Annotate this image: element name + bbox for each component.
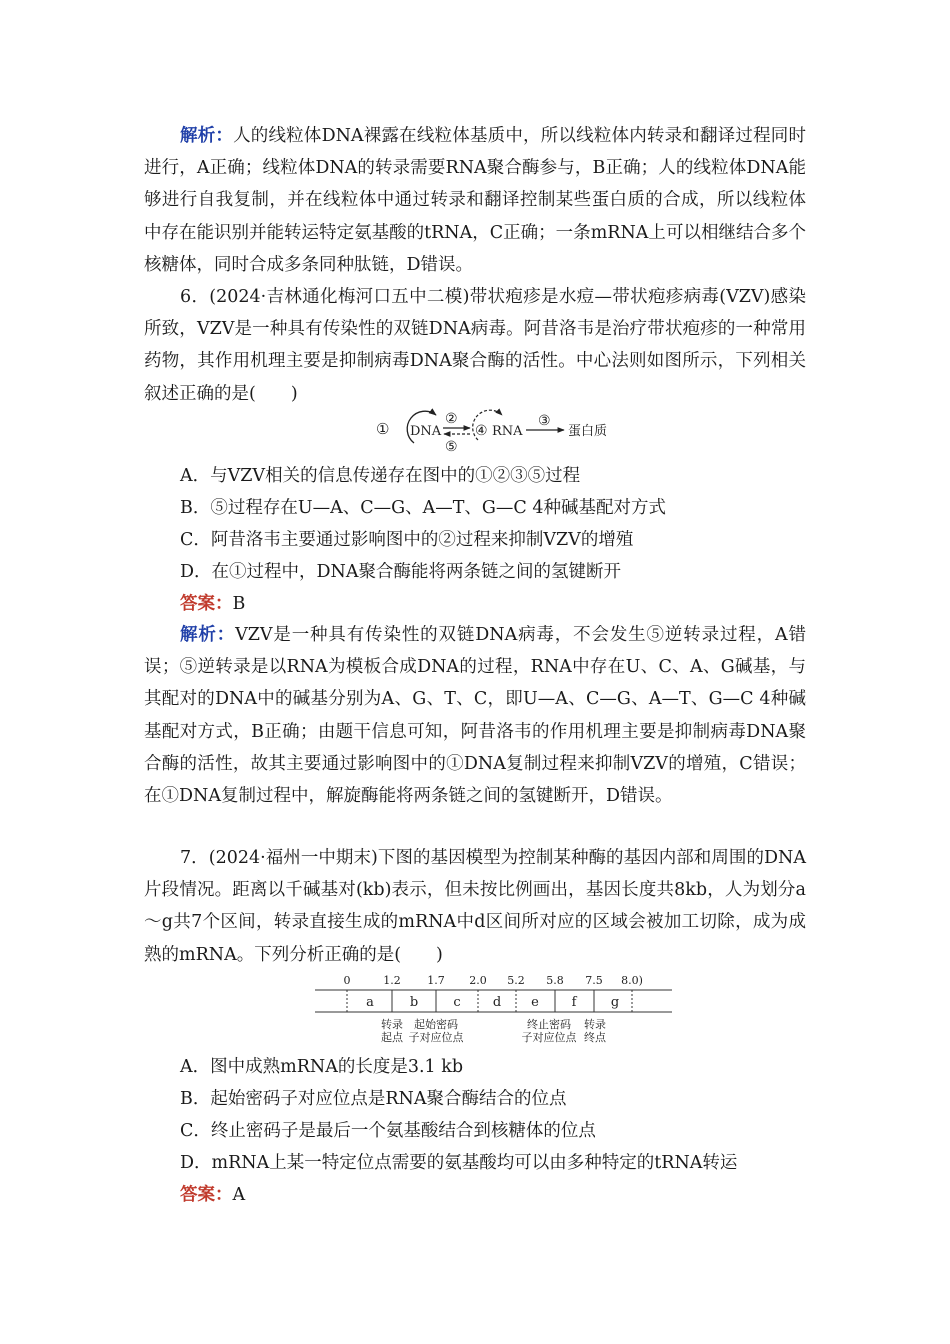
tick-label: 1.7 [427,974,445,987]
q7-option-c: C．终止密码子是最后一个氨基酸结合到核糖体的位点 [180,1121,596,1141]
segment-label: c [453,995,461,1010]
q5-analysis-line-1: 人的线粒体DNA裸露在线粒体基质中，所以线粒体内转录和翻译过 [233,126,754,146]
tick-label: 2.0 [469,974,487,987]
q5-analysis-line-3: 的线粒体DNA能够进行自我复制，并在线粒体中通过转录和翻译控制某些蛋白 [144,158,806,211]
q6-analysis-line-7: 能将两条链之间的氢键断开，D错误。 [378,786,673,807]
tx-end-label: 转录 [584,1018,606,1031]
process-1-label: ① [376,420,390,438]
q6-option-a: A．与VZV相关的信息传递存在图中的①②③⑤过程 [180,466,581,486]
q6-option-b: B．⑤过程存在U—A、C—G、A—T、G—C 4种碱基配对方式 [180,498,666,518]
q6-stem-line-3: 疹的一种常用药物，其作用机理主要是抑制病毒DNA聚合酶的活性。中心法则 [144,319,806,372]
tx-start-label: 起点 [381,1031,403,1044]
q7-answer-value: A [232,1185,246,1205]
q6-stem [144,281,806,410]
segment-label: b [409,995,419,1010]
segment-label: f [571,995,577,1010]
analysis-label: 解析： [180,625,236,645]
tick-label: 1.2 [383,974,401,987]
tick-label: 0 [343,974,351,987]
segment-label: e [531,995,539,1010]
q7-option-d: D．mRNA上某一特定位点需要的氨基酸均可以由多种特定的tRNA转运 [180,1153,738,1173]
q7-stem-line-3: kb，人为划分a～g共7个区间，转录直接生成的mRNA中d区间所对应的区域 [144,880,806,933]
stop-codon-label: 子对应位点 [521,1031,577,1044]
segment-label: a [366,995,374,1010]
q6-analysis-line-5: 洛韦的作用机理主要是抑制病毒DNA聚合酶的活性，故其主要通过影响图中的 [144,721,807,774]
answer-label: 答案： [180,594,233,614]
q7-option-b: B．起始密码子对应位点是RNA聚合酶结合的位点 [180,1089,567,1109]
q5-analysis-line-2: 程同时进行，A正确；线粒体DNA的转录需要RNA聚合酶参与，B正确；人 [144,126,807,179]
q6-analysis-line-6: ①DNA复制过程来抑制VZV的增殖，C错误；在①DNA复制过程中，解旋酶 [144,753,806,807]
protein-label: 蛋白质 [568,424,608,439]
tick-label: 5.2 [507,974,525,987]
dna-label: DNA [410,424,442,439]
q7-stem [144,842,806,971]
q5-analysis-line-4: 质的合成，所以线粒体中存在能识别并能转运特定氨基酸的tRNA，C正确；一 [144,190,806,243]
q6-stem-line-2: 感染所致，VZV是一种具有传染性的双链DNA病毒。阿昔洛韦是治疗带状疱 [144,287,807,340]
q6-analysis-line-2: A错误；⑤逆转录是以RNA为模板合成DNA的过程，RNA中存在 [144,625,807,678]
q7-option-a: A．图中成熟mRNA的长度是3.1 kb [180,1057,464,1077]
answer-label: 答案： [180,1185,233,1205]
segment-label: d [492,995,502,1010]
tick-label: 5.8 [546,974,564,987]
q5-analysis-line-5: 条mRNA上可以相继结合多个核糖体，同时合成多条同种肽链，D错误。 [144,222,806,275]
q6-stem-line-4: 如图所示，下列相关叙述正确的是( ) [144,351,806,404]
process-2-label: ② [445,411,458,427]
process-5-label: ⑤ [445,439,458,455]
q6-answer-value: B [232,594,246,614]
process-3-label: ③ [538,413,551,429]
gene-model-diagram [310,970,680,1045]
q5-analysis [144,120,806,281]
q7-answer [180,1179,820,1211]
q6-analysis [144,619,806,812]
rna-label: RNA [492,424,523,439]
start-codon-label: 起始密码 [414,1018,458,1031]
q7-stem-line-4: 会被加工切除，成为成熟的mRNA。下列分析正确的是( ) [144,912,806,965]
analysis-label: 解析： [180,126,234,146]
q6-analysis-line-4: A、C—G、A—T、G—C 4种碱基配对方式，B正确；由题干信息可知，阿昔 [144,689,806,742]
q6-analysis-line-1: VZV是一种具有传染性的双链DNA病毒，不会发生⑤逆转录过程， [235,625,776,645]
stop-codon-label: 终止密码 [527,1018,571,1031]
process-4-label: ④ [475,423,488,439]
q6-analysis-line-3: U、C、A、G碱基，与其配对的DNA中的碱基分别为A、G、T、C，即U— [144,657,806,710]
tick-label: 7.5 [585,974,603,987]
q6-option-c: C．阿昔洛韦主要通过影响图中的②过程来抑制VZV的增殖 [180,530,634,550]
q7-stem-line-1: 7．(2024·福州一中期末)下图的基因模型为控制某种酶的基因内部和周围的 [180,848,765,868]
tx-end-label: 终点 [584,1031,606,1044]
central-dogma-diagram [370,405,620,455]
segment-label: g [610,995,620,1010]
tx-start-label: 转录 [381,1018,403,1031]
q6-option-d: D．在①过程中，DNA聚合酶能将两条链之间的氢键断开 [180,562,622,582]
q6-answer [180,588,820,620]
q6-stem-line-1: 6．(2024·吉林通化梅河口五中二模)带状疱疹是水痘—带状疱疹病毒(VZV) [180,287,771,307]
start-codon-label: 子对应位点 [408,1031,464,1044]
q7-stem-line-2: DNA片段情况。距离以千碱基对(kb)表示，但未按比例画出，基因长度共8 [144,848,806,901]
tick-label: 8.0) [621,974,643,987]
